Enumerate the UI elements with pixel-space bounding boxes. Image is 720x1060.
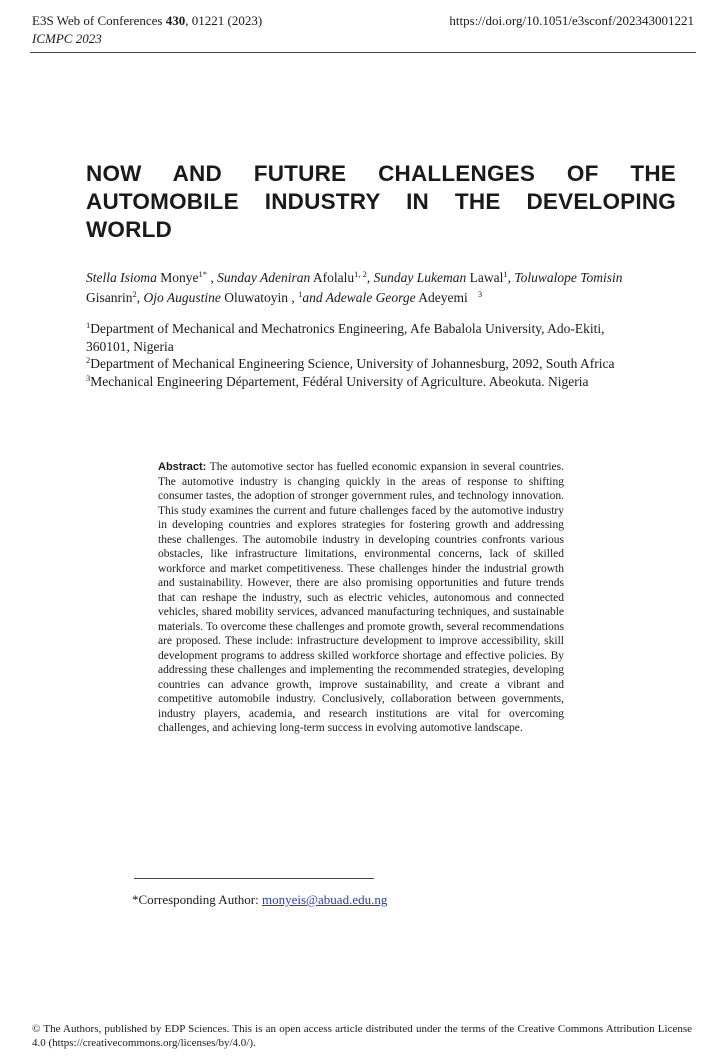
volume-number: 430 (165, 13, 186, 28)
title-line: AUTOMOBILE INDUSTRY IN THE DEVELOPING (86, 189, 676, 214)
author: Sunday Adeniran Afolalu$^{1, 2}$, (217, 269, 374, 285)
journal-citation: E3S Web of Conferences 430, 01221 (2023) (32, 13, 263, 28)
abstract-text: The automotive sector has fuelled economic expansion in several countries. The automotive industry is changing quickly in the areas of response to shifting consumer tastes, the adoption of stronger government rules, and technology innovation. This study examines the current and future challenges faced by the automotive industry in developing countries and explores strategies for fostering growth and addressing these challenges. The automobile industry in developing countries confronts various obstacles, like infrastructure limitations, environmental concerns, lack of skilled workforce and market competitiveness. These challenges hinder the industrial growth and sustainability. However, there are also promising opportunities and future trends that can reshape the industry, such as electric vehicles, autonomous and connected vehicles, shared mobility services, advanced manufacturing techniques, and sustainable materials. To overcome these challenges and promote growth, several recommendations are proposed. These include: infrastructure development to improve accessibility, skill development programs to address skilled workforce shortage and effective policies. By addressing these challenges and implementing the recommended strategies, developing countries can advance growth, improve sustainability, and create a vibrant and competitive automobile industry. Conclusively, collaboration between governments, industry players, academia, and research institutions are vital for overcoming challenges, and achieving long-term success in evolving automotive landscape. (158, 461, 565, 734)
conference-name: ICMPC 2023 (32, 31, 102, 46)
affiliations (86, 320, 646, 390)
author: Toluwalope Tomisin Gisanrin$^2$, (86, 270, 623, 305)
title-line: WORLD (86, 217, 172, 242)
author: Sunday Lukeman Lawal$^1$, (373, 269, 515, 285)
paper-title (86, 160, 676, 244)
affiliation: $^3$Mechanical Engineering Département, Fédéral University of Agriculture. Abeokuta. Nigeria (86, 372, 589, 389)
author: Stella Isioma Monye$^{1*}$ , (86, 269, 218, 285)
license-notice: © The Authors, published by EDP Sciences. This is an open access article distributed under the terms of the Creative Commons Attribution License 4.0 (https://creativecommons.org/licenses/by/4.0/). (32, 1023, 692, 1049)
affiliation: $^2$Department of Mechanical Engineering Science, University of Johannesburg, 2092, South Africa (86, 355, 615, 371)
corresponding-author-note: *Corresponding Author: monyeis@abuad.edu.ng (132, 892, 388, 907)
footnote-divider (134, 878, 374, 879)
abstract-label: Abstract: (158, 461, 207, 473)
doi-link[interactable]: https://doi.org/10.1051/e3sconf/202343001221 (449, 13, 694, 28)
email-link[interactable]: monyeis@abuad.edu.ng (262, 892, 388, 907)
author: Ojo Augustine Oluwatoyin , (143, 290, 295, 305)
header-divider (30, 52, 696, 53)
author-list (86, 268, 666, 308)
running-header-left (32, 12, 262, 48)
author: $^1$and Adewale George Adeyemi $^3$ (298, 289, 483, 305)
title-line: NOW AND FUTURE CHALLENGES OF THE (86, 161, 676, 186)
abstract (158, 460, 564, 736)
affiliation: $^1$Department of Mechanical and Mechatronics Engineering, Afe Babalola University, Ado-Ekiti, 360101, Nigeria (86, 320, 605, 354)
